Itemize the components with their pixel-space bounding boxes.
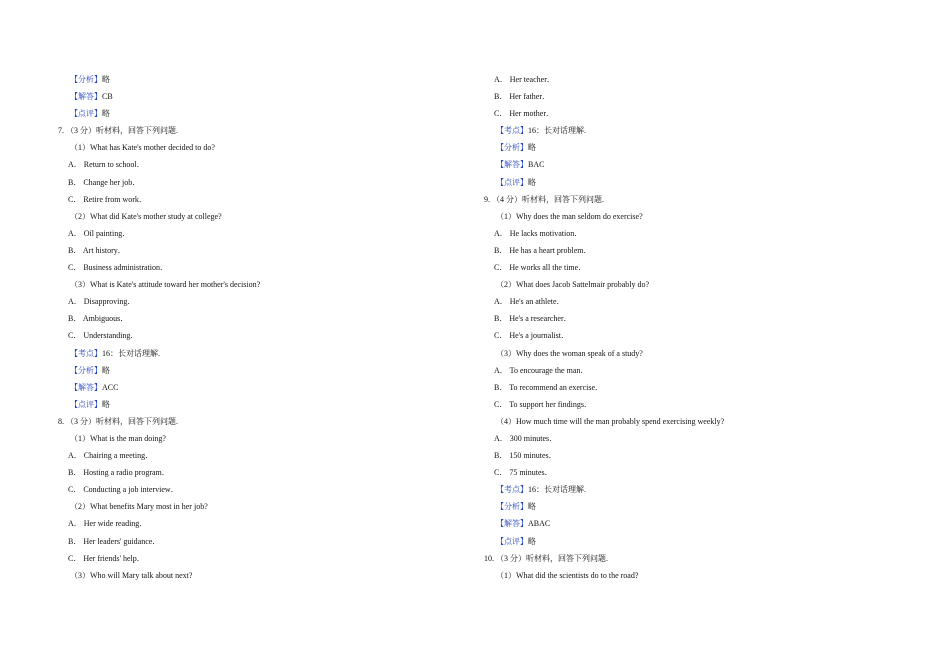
section-tag: 【解答】: [496, 160, 528, 170]
text-line: [484, 383, 904, 400]
line-text: A． 300 minutes．: [494, 433, 558, 443]
text-line: [58, 434, 458, 451]
text-line: [58, 554, 458, 571]
line-text: （2）What benefits Mary most in her job?: [70, 502, 208, 512]
line-text: B． Art history．: [68, 245, 126, 255]
line-text: B． Hosting a radio program．: [68, 468, 170, 478]
text-line: [484, 109, 904, 126]
text-line: [58, 383, 458, 400]
line-text: 略: [528, 536, 536, 546]
line-text: 16：长对话理解.: [528, 126, 586, 136]
line-text: （2）What did Kate's mother study at college?: [70, 211, 222, 221]
text-line: [484, 331, 904, 348]
line-text: ABAC: [528, 519, 551, 529]
text-line: [484, 280, 904, 297]
text-line: [58, 485, 458, 502]
text-line: [58, 400, 458, 417]
line-text: A． Return to school．: [68, 160, 145, 170]
line-text: （2）What does Jacob Sattelmair probably do?: [496, 280, 650, 290]
text-line: [484, 417, 904, 434]
text-line: [58, 537, 458, 554]
text-line: [58, 195, 458, 212]
line-text: 略: [528, 177, 536, 187]
text-line: [484, 212, 904, 229]
text-line: [58, 417, 458, 434]
line-text: 略: [528, 143, 536, 153]
text-line: [58, 314, 458, 331]
section-tag: 【考点】: [70, 348, 102, 358]
line-text: 略: [528, 502, 536, 512]
text-line: [484, 160, 904, 177]
line-text: 略: [102, 365, 110, 375]
line-text: 16：长对话理解.: [102, 348, 160, 358]
line-text: BAC: [528, 160, 545, 170]
line-text: 略: [102, 109, 110, 119]
line-text: 略: [102, 399, 110, 409]
text-line: [484, 297, 904, 314]
line-text: C． 75 minutes．: [494, 468, 553, 478]
section-tag: 【点评】: [496, 536, 528, 546]
section-tag: 【考点】: [496, 126, 528, 136]
text-line: [484, 143, 904, 160]
text-line: [58, 212, 458, 229]
line-text: B． Change her job．: [68, 177, 141, 187]
text-line: [58, 331, 458, 348]
line-text: （1）What did the scientists do to the road?: [496, 570, 639, 580]
line-text: B． 150 minutes．: [494, 451, 557, 461]
text-line: [58, 502, 458, 519]
line-text: 7. （3 分）听材料，回答下列问题.: [58, 126, 178, 136]
text-line: [484, 349, 904, 366]
line-text: C． Her mother．: [494, 109, 554, 119]
line-text: A． Chairing a meeting．: [68, 451, 154, 461]
text-line: [58, 366, 458, 383]
text-line: [484, 571, 904, 588]
text-line: [58, 297, 458, 314]
text-line: [484, 468, 904, 485]
text-line: [58, 92, 458, 109]
text-line: [484, 554, 904, 571]
line-text: C． He works all the time．: [494, 263, 587, 273]
line-text: （3）Why does the woman speak of a study?: [496, 348, 643, 358]
line-text: C． Business administration．: [68, 263, 168, 273]
line-text: （4）How much time will the man probably spend exercising weekly?: [496, 416, 725, 426]
text-line: [484, 502, 904, 519]
line-text: B． He has a heart problem．: [494, 245, 592, 255]
text-line: [58, 451, 458, 468]
text-line: [484, 126, 904, 143]
text-line: [484, 75, 904, 92]
left-column: [58, 75, 458, 588]
text-line: [58, 160, 458, 177]
text-line: [58, 178, 458, 195]
text-line: [484, 519, 904, 536]
right-column: [484, 75, 904, 588]
text-line: [58, 519, 458, 536]
text-line: [58, 468, 458, 485]
line-text: （3）Who will Mary talk about next?: [70, 570, 193, 580]
line-text: C． Understanding．: [68, 331, 139, 341]
text-line: [58, 109, 458, 126]
text-line: [484, 92, 904, 109]
text-line: [58, 75, 458, 92]
line-text: C． He's a journalist．: [494, 331, 569, 341]
line-text: A． Her wide reading．: [68, 519, 148, 529]
line-text: 10. （3 分）听材料，回答下列问题.: [484, 553, 608, 563]
text-line: [58, 280, 458, 297]
text-line: [484, 178, 904, 195]
section-tag: 【解答】: [496, 519, 528, 529]
section-tag: 【点评】: [70, 109, 102, 119]
line-text: B． Her leaders' guidance．: [68, 536, 161, 546]
line-text: CB: [102, 92, 113, 102]
text-line: [58, 349, 458, 366]
line-text: （3）What is Kate's attitude toward her mother's decision?: [70, 280, 261, 290]
text-line: [58, 143, 458, 160]
line-text: A． He's an athlete．: [494, 297, 565, 307]
text-line: [58, 126, 458, 143]
line-text: B． Her father．: [494, 92, 550, 102]
line-text: 9. （4 分）听材料，回答下列问题.: [484, 194, 604, 204]
line-text: 略: [102, 75, 110, 84]
line-text: A． Disapproving．: [68, 297, 136, 307]
line-text: 8. （3 分）听材料，回答下列问题.: [58, 416, 178, 426]
text-line: [484, 366, 904, 383]
text-line: [58, 263, 458, 280]
line-text: B． He's a researcher．: [494, 314, 572, 324]
text-line: [58, 246, 458, 263]
line-text: C． To support her findings．: [494, 399, 592, 409]
section-tag: 【分析】: [70, 75, 102, 84]
text-line: [58, 229, 458, 246]
text-line: [484, 400, 904, 417]
line-text: C． Her friends' help．: [68, 553, 145, 563]
line-text: （1）What has Kate's mother decided to do?: [70, 143, 215, 153]
text-line: [58, 571, 458, 588]
line-text: A． To encourage the man．: [494, 365, 589, 375]
section-tag: 【分析】: [496, 502, 528, 512]
line-text: A． Her teacher．: [494, 75, 555, 84]
text-line: [484, 263, 904, 280]
line-text: （1）Why does the man seldom do exercise?: [496, 211, 643, 221]
line-text: A． He lacks motivation．: [494, 228, 583, 238]
text-line: [484, 451, 904, 468]
section-tag: 【考点】: [496, 485, 528, 495]
text-line: [484, 195, 904, 212]
text-line: [484, 434, 904, 451]
line-text: B． Ambiguous．: [68, 314, 129, 324]
line-text: 16：长对话理解.: [528, 485, 586, 495]
line-text: ACC: [102, 382, 119, 392]
text-line: [484, 485, 904, 502]
line-text: （1）What is the man doing?: [70, 433, 166, 443]
section-tag: 【分析】: [496, 143, 528, 153]
text-line: [484, 537, 904, 554]
text-line: [484, 229, 904, 246]
line-text: A． Oil painting．: [68, 228, 131, 238]
line-text: B． To recommend an exercise．: [494, 382, 604, 392]
line-text: C． Retire from work．: [68, 194, 147, 204]
section-tag: 【解答】: [70, 92, 102, 102]
line-text: C． Conducting a job interview．: [68, 485, 179, 495]
section-tag: 【点评】: [70, 399, 102, 409]
section-tag: 【点评】: [496, 177, 528, 187]
text-line: [484, 314, 904, 331]
section-tag: 【解答】: [70, 382, 102, 392]
text-line: [484, 246, 904, 263]
section-tag: 【分析】: [70, 365, 102, 375]
